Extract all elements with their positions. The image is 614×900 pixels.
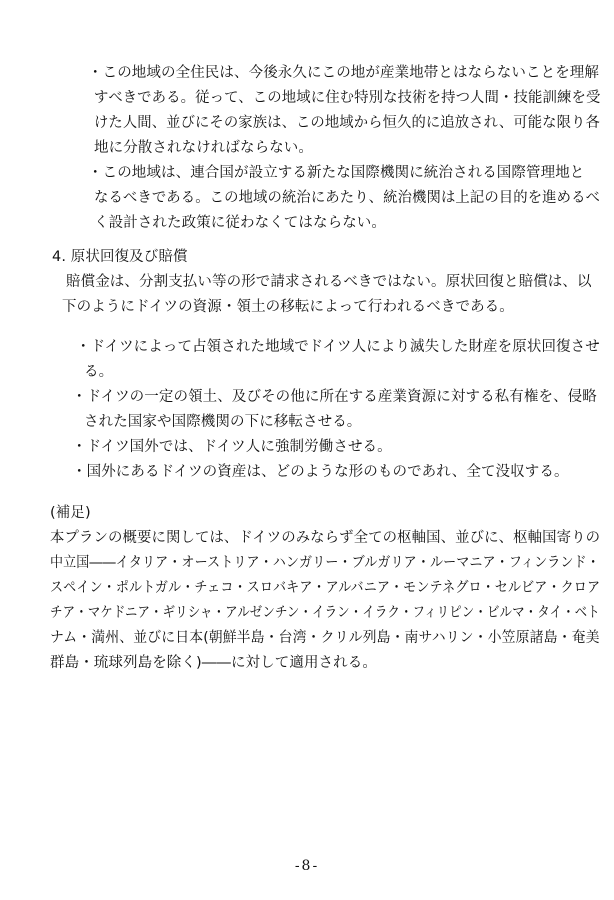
section-heading: 4. 原状回復及び賠償 xyxy=(52,249,188,265)
text-line: された国家や国際機関の下に移転させる。 xyxy=(84,414,362,430)
text-line: ・この地域は、連合国が設立する新たな国際機関に統治される国際管理地と xyxy=(88,165,585,181)
text-line: なるべきである。この地域の統治にあたり、統治機関は上記の目的を進めるべ xyxy=(94,190,600,206)
text-line: スペイン・ポルトガル・チェコ・スロバキア・アルバニア・モンテネグロ・セルビア・クロア xyxy=(50,580,601,596)
text-line: 下のようにドイツの資源・領土の移転によって行われるべきである。 xyxy=(62,299,514,315)
supplement-heading: (補足) xyxy=(50,505,91,521)
page-number: -8- xyxy=(294,858,320,874)
text-line: ・ドイツの一定の領土、及びその他に所在する産業資源に対する私有権を、侵略 xyxy=(72,389,597,405)
text-line: けた人間、並びにその家族は、この地域から恒久的に追放され、可能な限り各 xyxy=(94,115,600,131)
text-line: ・ドイツ国外では、ドイツ人に強制労働させる。 xyxy=(72,439,392,455)
text-line: ナム・満州、並びに日本(朝鮮半島・台湾・クリル列島・南サハリン・小笠原諸島・奄美 xyxy=(50,630,600,646)
text-line: チア・マケドニア・ギリシャ・アルゼンチン・イラン・イラク・フィリピン・ビルマ・タイ・ベト xyxy=(50,605,600,621)
text-line: く設計された政策に従わなくてはならない。 xyxy=(94,215,386,231)
text-line: 本プランの概要に関しては、ドイツのみならず全ての枢軸国、並びに、枢軸国寄りの xyxy=(50,530,601,546)
text-line: すべきである。従って、この地域に住む特別な技術を持つ人間・技能訓練を受 xyxy=(94,90,601,106)
text-line: ・この地域の全住民は、今後永久にこの地が産業地帯とはならないことを理解 xyxy=(88,65,599,81)
text-line: 賠償金は、分割支払い等の形で請求されるべきではない。原状回復と賠償は、以 xyxy=(66,274,592,290)
text-line: ・ドイツによって占領された地域でドイツ人により滅失した財産を原状回復させ xyxy=(76,339,600,355)
text-line: る。 xyxy=(84,364,114,380)
text-line: 地に分散されなければならない。 xyxy=(94,140,313,156)
text-line: 群島・琉球列島を除く)――に対して適用される。 xyxy=(50,655,377,671)
text-line: 中立国――イタリア・オーストリア・ハンガリー・ブルガリア・ルーマニア・フィンランド・ xyxy=(50,555,600,571)
text-line: ・国外にあるドイツの資産は、どのような形のものであれ、全て没収する。 xyxy=(72,464,569,480)
